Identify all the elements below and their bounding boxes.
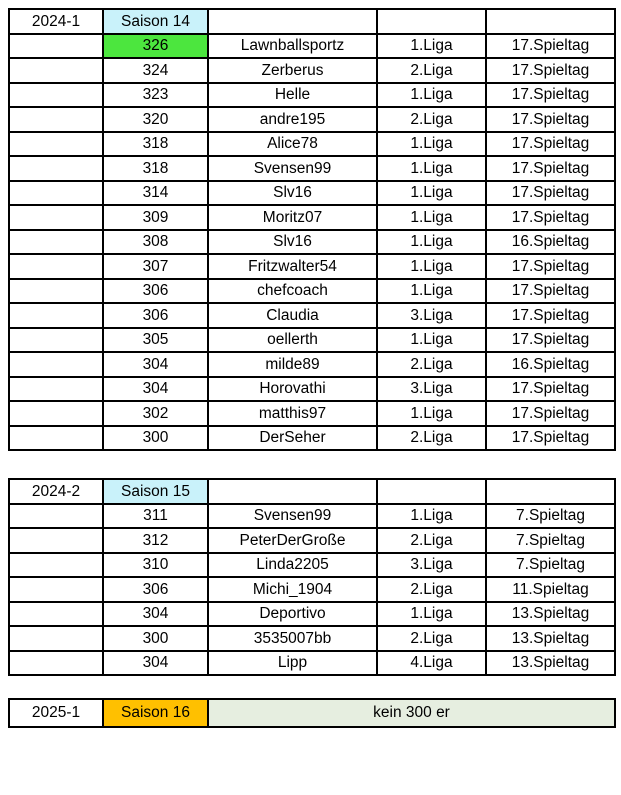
player-cell[interactable]: Alice78	[208, 132, 377, 157]
period-cell[interactable]: 2024-2	[9, 479, 103, 504]
player-cell[interactable]: Lawnballsportz	[208, 34, 377, 59]
row-label-cell[interactable]	[9, 58, 103, 83]
score-cell[interactable]: 308	[103, 230, 208, 255]
player-cell[interactable]: DerSeher	[208, 426, 377, 451]
player-cell[interactable]: Svensen99	[208, 156, 377, 181]
table-row	[9, 303, 615, 328]
season-cell[interactable]: Saison 14	[103, 9, 208, 34]
row-label-cell[interactable]	[9, 602, 103, 627]
league-cell[interactable]: 1.Liga	[377, 156, 486, 181]
row-label-cell[interactable]	[9, 107, 103, 132]
player-cell[interactable]: Deportivo	[208, 602, 377, 627]
table-row	[9, 626, 615, 651]
score-cell[interactable]: 323	[103, 83, 208, 108]
score-cell[interactable]: 306	[103, 279, 208, 304]
league-cell[interactable]: 1.Liga	[377, 230, 486, 255]
table-row	[9, 528, 615, 553]
score-cell[interactable]: 306	[103, 303, 208, 328]
empty-cell[interactable]	[486, 479, 615, 504]
league-cell[interactable]: 3.Liga	[377, 303, 486, 328]
table-row	[9, 328, 615, 353]
table-row	[9, 181, 615, 206]
league-cell[interactable]: 3.Liga	[377, 377, 486, 402]
empty-cell[interactable]	[208, 479, 377, 504]
score-cell[interactable]: 310	[103, 553, 208, 578]
section-header-row	[9, 479, 615, 504]
score-cell[interactable]: 302	[103, 401, 208, 426]
score-cell[interactable]: 306	[103, 577, 208, 602]
period-cell[interactable]: 2024-1	[9, 9, 103, 34]
season-table-2024-1	[8, 8, 616, 451]
league-cell[interactable]: 2.Liga	[377, 107, 486, 132]
score-cell[interactable]: 326	[103, 34, 208, 59]
league-cell[interactable]: 2.Liga	[377, 58, 486, 83]
matchday-cell[interactable]: 17.Spieltag	[486, 83, 615, 108]
table-row	[9, 577, 615, 602]
league-cell[interactable]: 1.Liga	[377, 254, 486, 279]
player-cell[interactable]: Slv16	[208, 181, 377, 206]
table-row	[9, 651, 615, 676]
row-label-cell[interactable]	[9, 34, 103, 59]
season-cell[interactable]: Saison 16	[103, 699, 208, 727]
matchday-cell[interactable]: 13.Spieltag	[486, 651, 615, 676]
player-cell[interactable]: Claudia	[208, 303, 377, 328]
row-label-cell[interactable]	[9, 553, 103, 578]
league-cell[interactable]: 1.Liga	[377, 602, 486, 627]
player-cell[interactable]: matthis97	[208, 401, 377, 426]
matchday-cell[interactable]: 7.Spieltag	[486, 553, 615, 578]
player-cell[interactable]: PeterDerGroße	[208, 528, 377, 553]
spreadsheet	[0, 8, 621, 728]
player-cell[interactable]: Fritzwalter54	[208, 254, 377, 279]
row-label-cell[interactable]	[9, 279, 103, 304]
matchday-cell[interactable]: 17.Spieltag	[486, 34, 615, 59]
table-row	[9, 504, 615, 529]
table-row	[9, 401, 615, 426]
table-row	[9, 58, 615, 83]
league-cell[interactable]: 1.Liga	[377, 328, 486, 353]
score-cell[interactable]: 307	[103, 254, 208, 279]
score-cell[interactable]: 309	[103, 205, 208, 230]
season-cell[interactable]: Saison 15	[103, 479, 208, 504]
row-label-cell[interactable]	[9, 328, 103, 353]
score-cell[interactable]: 300	[103, 426, 208, 451]
player-cell[interactable]: Svensen99	[208, 504, 377, 529]
table-row	[9, 377, 615, 402]
matchday-cell[interactable]: 17.Spieltag	[486, 254, 615, 279]
row-label-cell[interactable]	[9, 401, 103, 426]
row-label-cell[interactable]	[9, 426, 103, 451]
score-cell[interactable]: 300	[103, 626, 208, 651]
row-label-cell[interactable]	[9, 132, 103, 157]
empty-cell[interactable]	[377, 9, 486, 34]
score-cell[interactable]: 311	[103, 504, 208, 529]
row-label-cell[interactable]	[9, 577, 103, 602]
league-cell[interactable]: 2.Liga	[377, 528, 486, 553]
matchday-cell[interactable]: 13.Spieltag	[486, 626, 615, 651]
score-cell[interactable]: 304	[103, 602, 208, 627]
player-cell[interactable]: Michi_1904	[208, 577, 377, 602]
score-cell[interactable]: 324	[103, 58, 208, 83]
matchday-cell[interactable]: 13.Spieltag	[486, 602, 615, 627]
player-cell[interactable]: Linda2205	[208, 553, 377, 578]
row-label-cell[interactable]	[9, 156, 103, 181]
matchday-cell[interactable]: 7.Spieltag	[486, 504, 615, 529]
league-cell[interactable]: 3.Liga	[377, 553, 486, 578]
matchday-cell[interactable]: 17.Spieltag	[486, 156, 615, 181]
score-cell[interactable]: 320	[103, 107, 208, 132]
player-cell[interactable]: Lipp	[208, 651, 377, 676]
matchday-cell[interactable]: 17.Spieltag	[486, 303, 615, 328]
league-cell[interactable]: 1.Liga	[377, 504, 486, 529]
row-label-cell[interactable]	[9, 230, 103, 255]
player-cell[interactable]: milde89	[208, 352, 377, 377]
matchday-cell[interactable]: 17.Spieltag	[486, 205, 615, 230]
league-cell[interactable]: 1.Liga	[377, 34, 486, 59]
player-cell[interactable]: oellerth	[208, 328, 377, 353]
score-cell[interactable]: 304	[103, 352, 208, 377]
league-cell[interactable]: 1.Liga	[377, 181, 486, 206]
league-cell[interactable]: 1.Liga	[377, 401, 486, 426]
row-label-cell[interactable]	[9, 181, 103, 206]
league-cell[interactable]: 2.Liga	[377, 577, 486, 602]
matchday-cell[interactable]: 11.Spieltag	[486, 577, 615, 602]
empty-cell[interactable]	[377, 479, 486, 504]
player-cell[interactable]: Helle	[208, 83, 377, 108]
matchday-cell[interactable]: 17.Spieltag	[486, 279, 615, 304]
note-cell[interactable]: kein 300 er	[208, 699, 615, 727]
player-cell[interactable]: Horovathi	[208, 377, 377, 402]
player-cell[interactable]: 3535007bb	[208, 626, 377, 651]
matchday-cell[interactable]: 17.Spieltag	[486, 132, 615, 157]
league-cell[interactable]: 4.Liga	[377, 651, 486, 676]
table-row	[9, 156, 615, 181]
matchday-cell[interactable]: 17.Spieltag	[486, 401, 615, 426]
matchday-cell[interactable]: 17.Spieltag	[486, 181, 615, 206]
table-row	[9, 279, 615, 304]
player-cell[interactable]: chefcoach	[208, 279, 377, 304]
period-cell[interactable]: 2025-1	[9, 699, 103, 727]
player-cell[interactable]: Zerberus	[208, 58, 377, 83]
matchday-cell[interactable]: 17.Spieltag	[486, 58, 615, 83]
row-label-cell[interactable]	[9, 303, 103, 328]
row-label-cell[interactable]	[9, 377, 103, 402]
row-label-cell[interactable]	[9, 626, 103, 651]
matchday-cell[interactable]: 16.Spieltag	[486, 230, 615, 255]
league-cell[interactable]: 1.Liga	[377, 132, 486, 157]
score-cell[interactable]: 318	[103, 156, 208, 181]
player-cell[interactable]: Slv16	[208, 230, 377, 255]
row-label-cell[interactable]	[9, 205, 103, 230]
empty-cell[interactable]	[208, 9, 377, 34]
table-row	[9, 553, 615, 578]
season-table-2024-2	[8, 478, 616, 676]
row-label-cell[interactable]	[9, 352, 103, 377]
league-cell[interactable]: 2.Liga	[377, 626, 486, 651]
player-cell[interactable]: andre195	[208, 107, 377, 132]
table-row	[9, 107, 615, 132]
player-cell[interactable]: Moritz07	[208, 205, 377, 230]
table-row	[9, 602, 615, 627]
league-cell[interactable]: 1.Liga	[377, 205, 486, 230]
matchday-cell[interactable]: 16.Spieltag	[486, 352, 615, 377]
matchday-cell[interactable]: 7.Spieltag	[486, 528, 615, 553]
row-label-cell[interactable]	[9, 528, 103, 553]
score-cell[interactable]: 318	[103, 132, 208, 157]
table-row	[9, 132, 615, 157]
row-label-cell[interactable]	[9, 254, 103, 279]
league-cell[interactable]: 2.Liga	[377, 426, 486, 451]
table-row	[9, 426, 615, 451]
matchday-cell[interactable]: 17.Spieltag	[486, 328, 615, 353]
score-cell[interactable]: 304	[103, 377, 208, 402]
row-label-cell[interactable]	[9, 651, 103, 676]
matchday-cell[interactable]: 17.Spieltag	[486, 107, 615, 132]
table-row	[9, 352, 615, 377]
section-header-row	[9, 699, 615, 727]
league-cell[interactable]: 1.Liga	[377, 279, 486, 304]
score-cell[interactable]: 314	[103, 181, 208, 206]
matchday-cell[interactable]: 17.Spieltag	[486, 377, 615, 402]
table-row	[9, 230, 615, 255]
score-cell[interactable]: 305	[103, 328, 208, 353]
score-cell[interactable]: 312	[103, 528, 208, 553]
table-row	[9, 254, 615, 279]
row-label-cell[interactable]	[9, 504, 103, 529]
score-cell[interactable]: 304	[103, 651, 208, 676]
row-label-cell[interactable]	[9, 83, 103, 108]
season-table-2025-1	[8, 698, 616, 728]
league-cell[interactable]: 1.Liga	[377, 83, 486, 108]
section-header-row	[9, 9, 615, 34]
matchday-cell[interactable]: 17.Spieltag	[486, 426, 615, 451]
empty-cell[interactable]	[486, 9, 615, 34]
league-cell[interactable]: 2.Liga	[377, 352, 486, 377]
table-row	[9, 34, 615, 59]
table-row	[9, 205, 615, 230]
table-row	[9, 83, 615, 108]
